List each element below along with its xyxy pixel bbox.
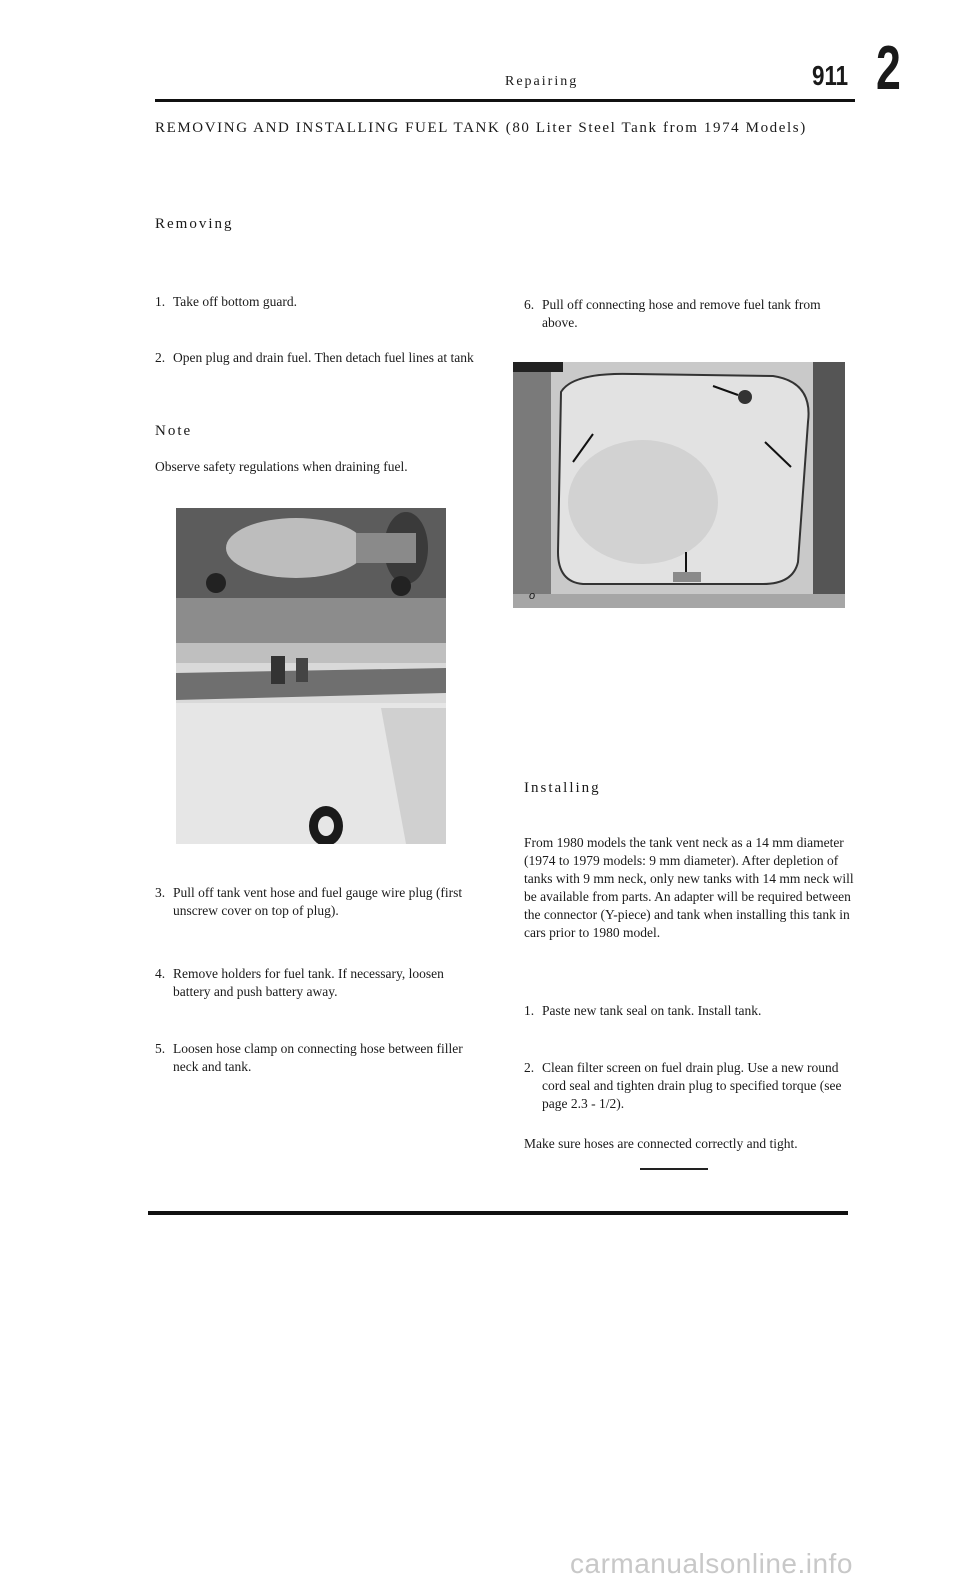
step-number: 4. (155, 966, 166, 981)
installing-intro: From 1980 models the tank vent neck as a 14 mm diameter (1974 to 1979 models: 9 mm diameter). After depletion of tanks with 9 mm neck, only new tanks with 14 mm neck will be available from parts. An adapter will be required between the connector (Y-piece) and tank when installing this tank in cars prior to 1980 model. (524, 835, 854, 940)
note-text: Observe safety regulations when draining fuel. (155, 459, 408, 474)
step-text: Open plug and drain fuel. Then detach fuel lines at tank (173, 350, 474, 365)
step-text: Remove holders for fuel tank. If necessary, loosen battery and push battery away. (173, 966, 444, 999)
step-number: 1. (155, 294, 166, 309)
step-number: 1. (524, 1003, 535, 1018)
chapter-number: 2 (876, 34, 901, 103)
step-text: Pull off connecting hose and remove fuel tank from above. (542, 297, 821, 330)
step-number: 2. (155, 350, 166, 365)
closing-note: Make sure hoses are connected correctly and tight. (524, 1136, 798, 1151)
removing-step-4 (155, 965, 475, 1001)
step-text: Paste new tank seal on tank. Install tank. (542, 1003, 762, 1018)
step-text: Clean filter screen on fuel drain plug. Use a new round cord seal and tighten drain plug to specified torque (see page 2.3 - 1/2). (542, 1060, 842, 1111)
photo-label: o (529, 590, 536, 602)
installing-heading: Installing (524, 780, 601, 796)
header-rule (155, 99, 855, 102)
step-text: Pull off tank vent hose and fuel gauge wire plug (first unscrew cover on top of plug). (173, 885, 463, 918)
removing-step-6 (524, 296, 854, 332)
running-header-model: 911 (812, 60, 849, 91)
page-title: REMOVING AND INSTALLING FUEL TANK (80 Liter Steel Tank from 1974 Models) (155, 120, 807, 136)
note-heading: Note (155, 423, 193, 439)
installing-step-1 (524, 1002, 854, 1020)
footer-rule (148, 1211, 848, 1215)
step-text: Loosen hose clamp on connecting hose between filler neck and tank. (173, 1041, 463, 1074)
installing-step-2 (524, 1059, 859, 1113)
removing-step-5 (155, 1040, 485, 1076)
step-number: 2. (524, 1060, 535, 1075)
step-number: 5. (155, 1041, 166, 1056)
section-end-rule (640, 1168, 708, 1170)
step-text: Take off bottom guard. (173, 294, 298, 309)
removing-heading: Removing (155, 216, 234, 232)
step-number: 3. (155, 885, 166, 900)
watermark: carmanualsonline.info (570, 1548, 853, 1579)
running-header-section: Repairing (505, 74, 579, 89)
removing-step-1 (155, 293, 475, 311)
photo-drain-plug (176, 508, 446, 844)
photo-fuel-tank (513, 362, 845, 608)
removing-step-2 (155, 349, 475, 367)
step-number: 6. (524, 297, 535, 312)
removing-step-3 (155, 884, 490, 920)
